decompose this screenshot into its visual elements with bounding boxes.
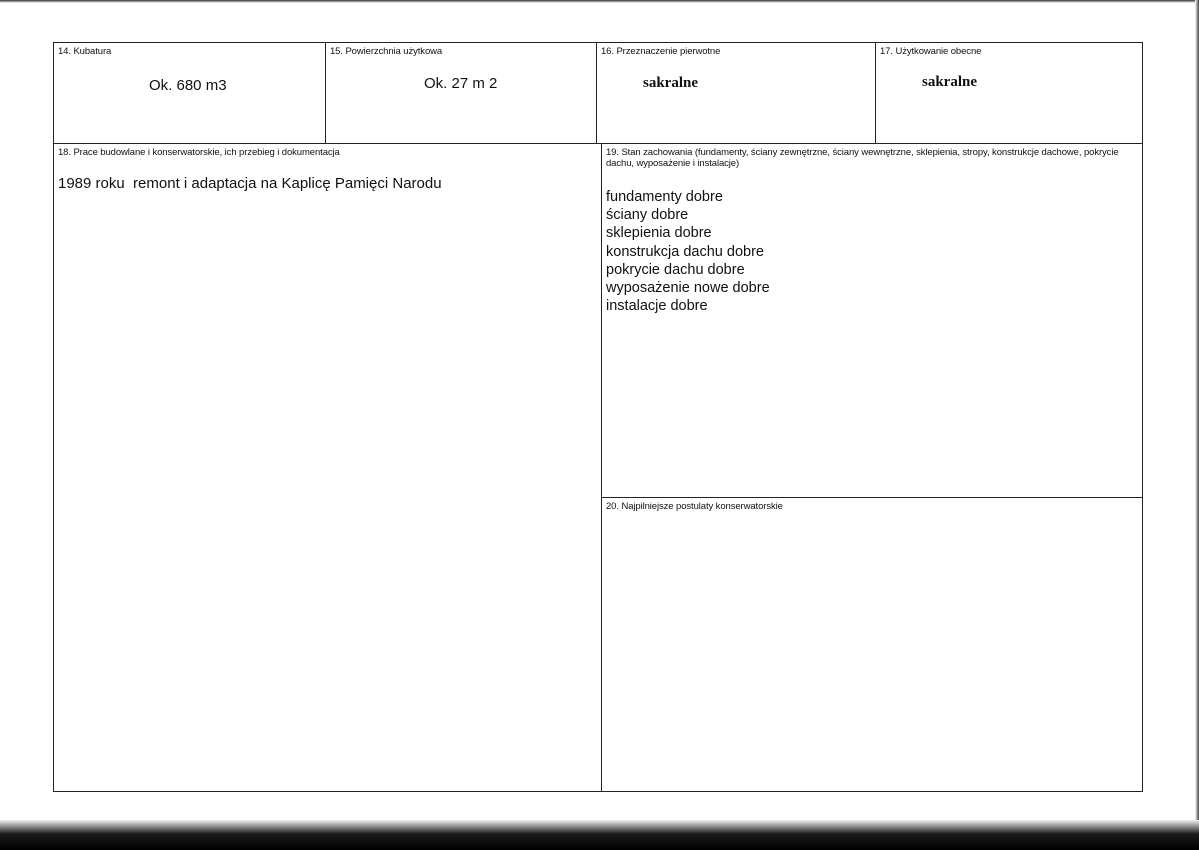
label-postulaty: 20. Najpilniejsze postulaty konserwatorskie (606, 501, 783, 512)
label-powierzchnia: 15. Powierzchnia użytkowa (330, 46, 443, 57)
label-prace: 18. Prace budowlane i konserwatorskie, ich przebieg i dokumentacja (58, 147, 340, 158)
cell-stan (602, 144, 1142, 498)
value-powierzchnia: Ok. 27 m 2 (424, 75, 498, 92)
cell-postulaty (602, 498, 1142, 791)
list-item: sklepienia dobre (606, 225, 712, 242)
list-item: fundamenty dobre (606, 189, 723, 205)
cell-przeznaczenie (597, 43, 876, 144)
label-stan: 19. Stan zachowania (fundamenty, ściany zewnętrzne, ściany wewnętrzne, sklepienia, stropy, konstrukcje dachowe, pokrycie dachu, wyposażenie i instalacje) (606, 147, 1119, 169)
list-item: konstrukcja dachu dobre (606, 243, 764, 260)
value-uzytkowanie: sakralne (922, 74, 978, 90)
label-przeznaczenie: 16. Przeznaczenie pierwotne (601, 46, 721, 57)
list-item: wyposażenie nowe dobre (606, 280, 770, 297)
cell-prace (54, 144, 602, 791)
scan-edge-right (1195, 0, 1199, 850)
cell-uzytkowanie (876, 43, 1142, 144)
list-item: ściany dobre (606, 207, 689, 224)
cell-powierzchnia (326, 43, 597, 144)
label-uzytkowanie: 17. Użytkowanie obecne (880, 46, 982, 57)
label-kubatura: 14. Kubatura (58, 46, 112, 57)
value-kubatura: Ok. 680 m3 (149, 77, 227, 94)
value-prace: 1989 roku remont i adaptacja na Kaplicę Pamięci Narodu (58, 175, 442, 192)
scan-edge-top (0, 0, 1199, 3)
stan-list (606, 188, 770, 315)
scan-edge-bottom (0, 820, 1199, 850)
heritage-record-form (53, 42, 1143, 792)
list-item: instalacje dobre (606, 298, 708, 315)
list-item: pokrycie dachu dobre (606, 261, 745, 278)
value-przeznaczenie: sakralne (643, 75, 699, 91)
cell-kubatura (54, 43, 326, 144)
